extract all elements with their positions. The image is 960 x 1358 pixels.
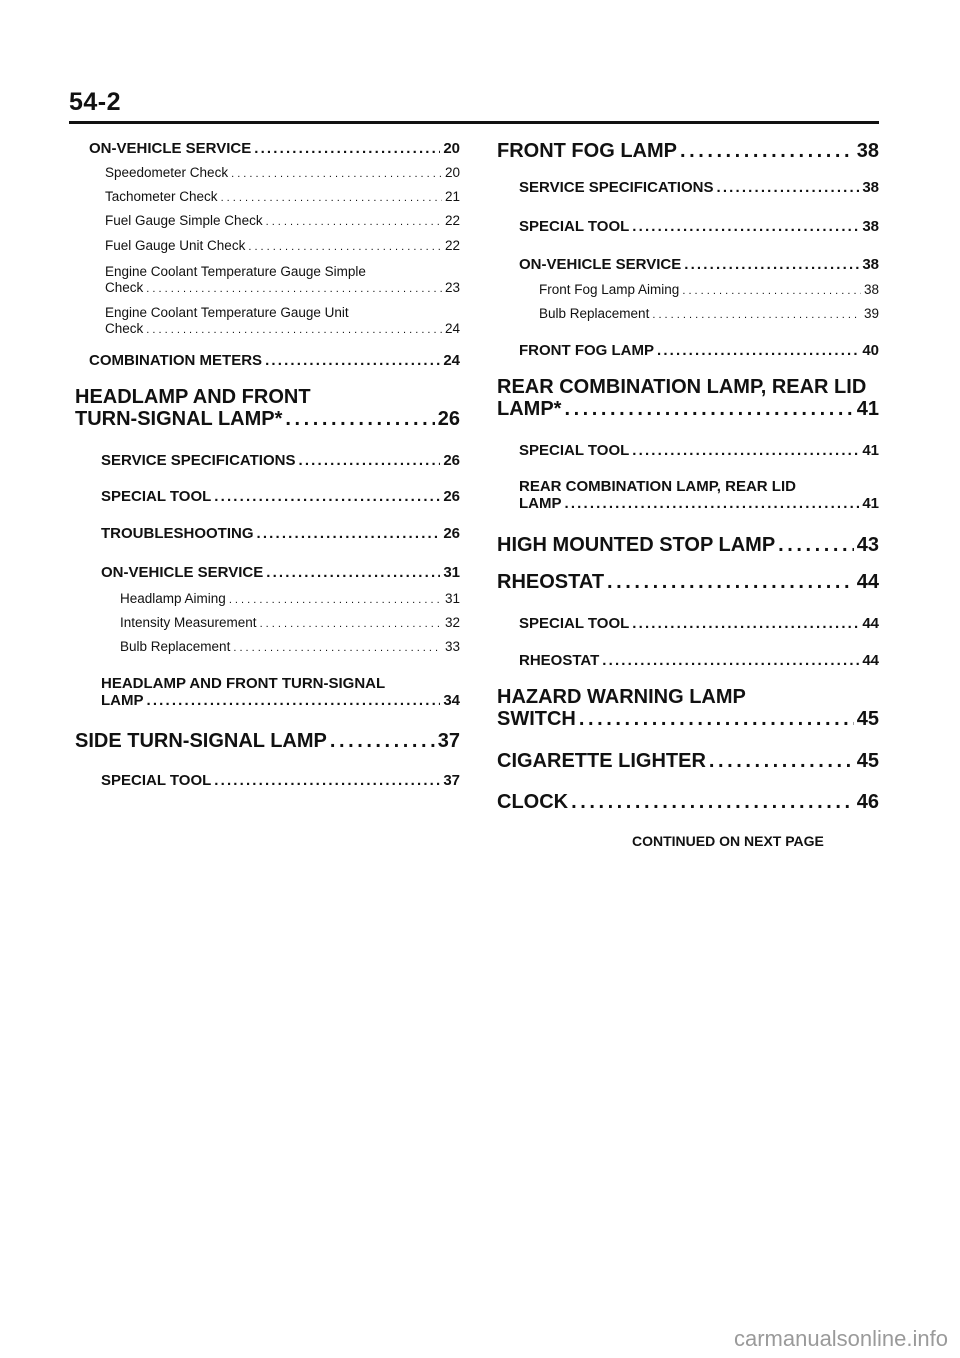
toc-entry-page: 44 — [862, 615, 879, 632]
toc-entry-title: LAMP* — [497, 398, 562, 420]
toc-entry[interactable] — [120, 591, 460, 608]
toc-entry-title: FRONT FOG LAMP — [519, 342, 654, 359]
toc-entry[interactable] — [519, 478, 879, 512]
toc-entry-page: 31 — [444, 591, 460, 606]
toc-entry[interactable] — [497, 791, 879, 813]
toc-entry-title: SIDE TURN-SIGNAL LAMP — [75, 730, 327, 752]
dot-leader — [657, 342, 859, 359]
toc-entry[interactable] — [497, 140, 879, 162]
dot-leader — [231, 165, 442, 182]
dot-leader — [298, 452, 440, 469]
toc-entry-page: 37 — [443, 772, 460, 789]
toc-entry-page: 38 — [862, 218, 879, 235]
toc-entry[interactable] — [89, 140, 460, 157]
toc-entry-title: HIGH MOUNTED STOP LAMP — [497, 534, 776, 556]
toc-entry-title: CLOCK — [497, 791, 569, 813]
toc-entry-title-line1: HAZARD WARNING LAMP — [497, 686, 746, 708]
toc-entry-page: 23 — [444, 280, 460, 295]
toc-entry[interactable] — [497, 376, 879, 420]
toc-entry-page: 21 — [444, 189, 460, 204]
toc-entry-title: ON-VEHICLE SERVICE — [519, 256, 682, 273]
toc-entry-title: SPECIAL TOOL — [101, 488, 212, 505]
dot-leader — [233, 639, 442, 656]
dot-leader — [146, 321, 442, 338]
toc-entry-title: Check — [105, 280, 144, 295]
toc-entry-page: 38 — [862, 179, 879, 196]
toc-entry[interactable] — [519, 179, 879, 196]
dot-leader — [147, 692, 441, 709]
toc-entry-title: LAMP — [519, 495, 562, 512]
dot-leader — [680, 140, 854, 162]
dot-leader — [257, 525, 441, 542]
toc-entry-page: 38 — [863, 282, 879, 297]
toc-entry[interactable] — [105, 189, 460, 206]
dot-leader — [266, 213, 442, 230]
dot-leader — [214, 488, 440, 505]
toc-entry-title-line1: HEADLAMP AND FRONT — [75, 386, 311, 408]
toc-entry-title: SPECIAL TOOL — [519, 218, 630, 235]
toc-entry-title: SERVICE SPECIFICATIONS — [101, 452, 296, 469]
toc-entry-page: 41 — [862, 495, 879, 512]
dot-leader — [778, 534, 854, 556]
toc-entry[interactable] — [101, 488, 460, 505]
toc-entry-page: 31 — [443, 564, 460, 581]
dot-leader — [248, 238, 442, 255]
toc-entry-title: SPECIAL TOOL — [101, 772, 212, 789]
toc-entry[interactable] — [519, 256, 879, 273]
toc-entry-page: 22 — [444, 213, 460, 228]
toc-entry[interactable] — [105, 165, 460, 182]
dot-leader — [565, 495, 860, 512]
toc-entry-page: 40 — [862, 342, 879, 359]
toc-entry-page: 22 — [444, 238, 460, 253]
toc-entry[interactable] — [101, 452, 460, 469]
dot-leader — [682, 282, 861, 299]
toc-entry-page: 39 — [863, 306, 879, 321]
page-number: 54-2 — [69, 88, 122, 116]
toc-entry-title: Speedometer Check — [105, 165, 229, 180]
dot-leader — [214, 772, 440, 789]
toc-entry-title: TURN-SIGNAL LAMP* — [75, 408, 283, 430]
dot-leader — [632, 615, 859, 632]
toc-entry[interactable] — [75, 386, 460, 430]
toc-entry[interactable] — [101, 772, 460, 789]
toc-entry-page: 44 — [862, 652, 879, 669]
dot-leader — [260, 615, 442, 632]
toc-entry-title: RHEOSTAT — [519, 652, 600, 669]
toc-entry-page: 41 — [862, 442, 879, 459]
toc-entry[interactable] — [75, 730, 460, 752]
toc-entry[interactable] — [497, 534, 879, 556]
toc-entry-title: SERVICE SPECIFICATIONS — [519, 179, 714, 196]
dot-leader — [265, 352, 440, 369]
toc-entry-title: LAMP — [101, 692, 144, 709]
toc-entry-page: 34 — [443, 692, 460, 709]
toc-entry-title: TROUBLESHOOTING — [101, 525, 254, 542]
toc-entry[interactable] — [519, 442, 879, 459]
toc-entry-title-line1: REAR COMBINATION LAMP, REAR LID — [519, 478, 796, 495]
toc-entry-page: 41 — [856, 398, 879, 420]
toc-entry-title: CIGARETTE LIGHTER — [497, 750, 706, 772]
toc-entry-title: Check — [105, 321, 144, 336]
toc-entry-title-line1: Engine Coolant Temperature Gauge Simple — [105, 264, 366, 279]
dot-leader — [330, 730, 435, 752]
continued-note: CONTINUED ON NEXT PAGE — [632, 833, 824, 849]
dot-leader — [221, 189, 442, 206]
toc-entry-title: FRONT FOG LAMP — [497, 140, 677, 162]
toc-entry[interactable] — [519, 342, 879, 359]
toc-entry-title: ON-VEHICLE SERVICE — [101, 564, 264, 581]
toc-entry-title: Headlamp Aiming — [120, 591, 226, 606]
toc-entry-title: Fuel Gauge Simple Check — [105, 213, 263, 228]
toc-entry[interactable] — [519, 218, 879, 235]
toc-entry[interactable] — [101, 564, 460, 581]
toc-entry-page: 26 — [443, 488, 460, 505]
toc-entry-title: ON-VEHICLE SERVICE — [89, 140, 252, 157]
dot-leader — [602, 652, 859, 669]
toc-entry-title: Front Fog Lamp Aiming — [539, 282, 680, 297]
toc-entry-page: 32 — [444, 615, 460, 630]
toc-entry-page: 26 — [443, 525, 460, 542]
dot-leader — [709, 750, 854, 772]
toc-entry[interactable] — [105, 305, 460, 338]
toc-entry-title: SWITCH — [497, 708, 576, 730]
toc-entry-page: 38 — [862, 256, 879, 273]
toc-entry-title: Bulb Replacement — [120, 639, 231, 654]
toc-entry-page: 26 — [443, 452, 460, 469]
toc-entry-page: 24 — [443, 352, 460, 369]
dot-leader — [571, 791, 854, 813]
toc-entry-title: SPECIAL TOOL — [519, 442, 630, 459]
dot-leader — [229, 591, 442, 608]
toc-entry-page: 20 — [443, 140, 460, 157]
dot-leader — [285, 408, 434, 430]
toc-entry[interactable] — [105, 238, 460, 255]
toc-entry-title: RHEOSTAT — [497, 571, 605, 593]
toc-entry[interactable] — [497, 571, 879, 593]
toc-entry[interactable] — [519, 652, 879, 669]
toc-entry-page: 45 — [856, 708, 879, 730]
toc-entry-page: 20 — [444, 165, 460, 180]
toc-entry-title-line1: HEADLAMP AND FRONT TURN-SIGNAL — [101, 675, 386, 692]
toc-entry-page: 24 — [444, 321, 460, 336]
dot-leader — [632, 218, 859, 235]
dot-leader — [684, 256, 859, 273]
dot-leader — [652, 306, 861, 323]
toc-entry-title: Fuel Gauge Unit Check — [105, 238, 246, 253]
dot-leader — [564, 398, 853, 420]
toc-entry[interactable] — [539, 282, 879, 299]
toc-entry[interactable] — [101, 525, 460, 542]
header-rule — [69, 121, 879, 124]
toc-entry[interactable] — [89, 352, 460, 369]
watermark: carmanualsonline.info — [733, 1326, 948, 1351]
toc-entry-title: Bulb Replacement — [539, 306, 650, 321]
toc-entry[interactable] — [519, 615, 879, 632]
toc-entry-title-line1: REAR COMBINATION LAMP, REAR LID — [497, 376, 867, 398]
dot-leader — [716, 179, 859, 196]
toc-entry[interactable] — [101, 675, 460, 709]
dot-leader — [579, 708, 854, 730]
toc-entry[interactable] — [539, 306, 879, 323]
toc-entry-page: 26 — [437, 408, 460, 430]
dot-leader — [632, 442, 859, 459]
toc-entry-title: Intensity Measurement — [120, 615, 257, 630]
toc-entry-page: 45 — [856, 750, 879, 772]
toc-entry[interactable] — [120, 639, 460, 656]
toc-entry-page: 46 — [856, 791, 879, 813]
toc-entry[interactable] — [120, 615, 460, 632]
dot-leader — [146, 280, 442, 297]
dot-leader — [607, 571, 854, 593]
toc-entry-page: 33 — [444, 639, 460, 654]
toc-entry-page: 44 — [856, 571, 879, 593]
toc-entry-title-line1: Engine Coolant Temperature Gauge Unit — [105, 305, 349, 320]
toc-entry-page: 37 — [437, 730, 460, 752]
toc-entry-title: Tachometer Check — [105, 189, 218, 204]
toc-entry-page: 38 — [856, 140, 879, 162]
toc-entry-page: 43 — [856, 534, 879, 556]
toc-entry[interactable] — [497, 686, 879, 730]
toc-entry[interactable] — [105, 264, 460, 297]
toc-entry-title: COMBINATION METERS — [89, 352, 263, 369]
dot-leader — [254, 140, 440, 157]
toc-entry[interactable] — [497, 750, 879, 772]
toc-entry-title: SPECIAL TOOL — [519, 615, 630, 632]
toc-entry[interactable] — [105, 213, 460, 230]
dot-leader — [266, 564, 440, 581]
